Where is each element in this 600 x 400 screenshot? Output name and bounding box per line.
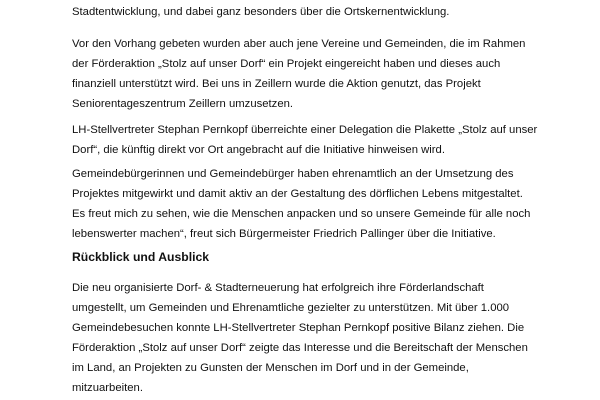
text-line: Gemeindebürgerinnen und Gemeindebürger haben ehrenamtlich an der Umsetzung des: [72, 168, 514, 180]
text-line: Stadtentwicklung, und dabei ganz besonders über die Ortskernentwicklung.: [72, 6, 450, 18]
paragraph-plakette: [72, 120, 538, 160]
text-line: LH-Stellvertreter Stephan Pernkopf überreichte einer Delegation die Plakette „Stolz auf unser: [72, 124, 538, 136]
text-line: Die neu organisierte Dorf- & Stadterneuerung hat erfolgreich ihre Förderlandschaft: [72, 282, 484, 294]
section-heading: Rückblick und Ausblick: [72, 250, 210, 264]
paragraph-ehrenamt: [72, 164, 532, 244]
text-line: Förderaktion „Stolz auf unser Dorf“ zeigte das Interesse und die Bereitschaft der Menschen: [72, 342, 528, 354]
text-line: Vor den Vorhang gebeten wurden aber auch jene Vereine und Gemeinden, die im Rahmen: [72, 38, 526, 50]
text-line: Seniorentageszentrum Zeillern umzusetzen.: [72, 98, 294, 110]
text-line: Es freut mich zu sehen, wie die Menschen anpacken und so unsere Gemeinde für alle noch: [72, 208, 531, 220]
text-line: Projektes mitgewirkt und damit aktiv an der Gestaltung des dörflichen Lebens mitgestaltet.: [72, 188, 523, 200]
paragraph-foerderaktion: [72, 34, 532, 114]
text-line: im Land, an Projekten zu Gunsten der Menschen im Dorf und in der Gemeinde,: [72, 362, 469, 374]
text-line: Gemeindebesuchen konnte LH-Stellvertreter Stephan Pernkopf positive Bilanz ziehen. Die: [72, 322, 525, 334]
text-line: mitzuarbeiten.: [72, 382, 143, 394]
text-line: lebenswerter machen“, freut sich Bürgermeister Friedrich Pallinger über die Initiative.: [72, 228, 496, 240]
text-line: umgestellt, um Gemeinden und Ehrenamtliche gezielter zu unterstützen. Mit über 1.000: [72, 302, 510, 314]
paragraph-ortskernentwicklung: [72, 2, 532, 22]
paragraph-rueckblick: [72, 278, 532, 398]
text-line: Dorf“, die künftig direkt vor Ort angebracht auf die Initiative hinweisen wird.: [72, 144, 445, 156]
text-line: der Förderaktion „Stolz auf unser Dorf“ ein Projekt eingereicht haben und dieses auch: [72, 58, 501, 70]
text-line: finanziell unterstützt wird. Bei uns in Zeillern wurde die Aktion genutzt, das Projekt: [72, 78, 481, 90]
